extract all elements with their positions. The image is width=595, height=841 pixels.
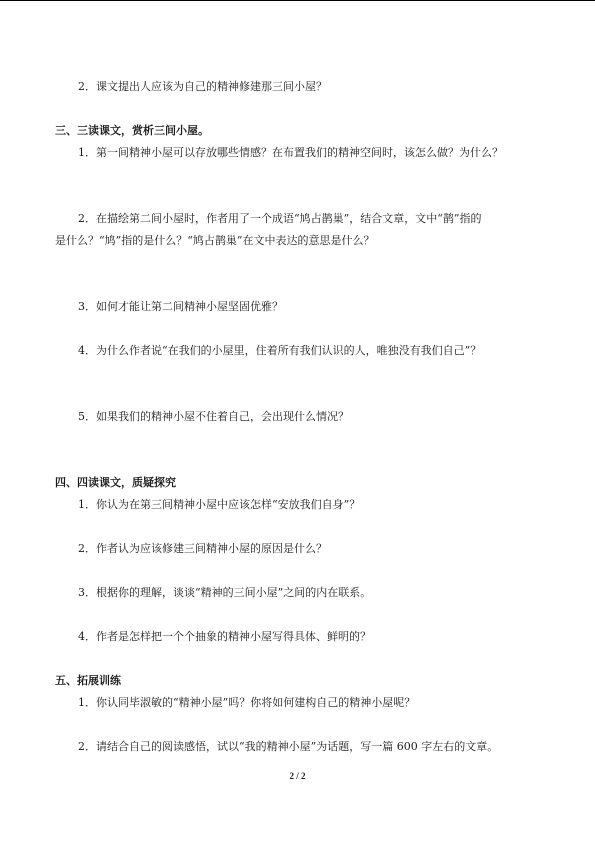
section-4-heading: 四、四读课文，质疑探究 xyxy=(55,476,176,489)
top-rule xyxy=(0,0,595,1)
question-5-2: 2．请结合自己的阅读感悟，试以“我的精神小屋”为话题，写一篇 600 字左右的文章。 xyxy=(78,740,499,753)
section-3-heading: 三、三读课文，赏析三间小屋。 xyxy=(55,124,209,137)
question-3-4: 4．为什么作者说“在我们的小屋里，住着所有我们认识的人，唯独没有我们自己”？ xyxy=(78,344,482,357)
question-3-3: 3．如何才能让第二间精神小屋坚固优雅？ xyxy=(78,300,283,313)
question-3-2-line-1: 2．在描绘第二间小屋时，作者用了一个成语“鸠占鹊巢”，结合文章，文中“鹊”指的 xyxy=(78,212,482,225)
question-2-three-rooms: 2．课文提出人应该为自己的精神修建那三间小屋？ xyxy=(78,80,327,93)
question-4-4: 4．作者是怎样把一个个抽象的精神小屋写得具体、鲜明的？ xyxy=(78,630,371,643)
section-5-heading: 五、拓展训练 xyxy=(55,674,121,687)
question-4-2: 2．作者认为应该修建三间精神小屋的原因是什么？ xyxy=(78,542,327,555)
question-4-1: 1．你认为在第三间精神小屋中应该怎样“安放我们自身”？ xyxy=(78,498,361,511)
question-4-3: 3．根据你的理解，谈谈“精神的三间小屋”之间的内在联系。 xyxy=(78,586,372,599)
question-3-2-line-2: 是什么？“鸠”指的是什么？“鸠占鹊巢”在文中表达的意思是什么？ xyxy=(55,234,375,247)
question-3-1: 1．第一间精神小屋可以存放哪些情感？在布置我们的精神空间时，该怎么做？为什么？ xyxy=(78,146,503,159)
question-3-5: 5．如果我们的精神小屋不住着自己，会出现什么情况？ xyxy=(78,410,349,423)
question-5-1: 1．你认同毕淑敏的“精神小屋”吗？你将如何建构自己的精神小屋呢？ xyxy=(78,696,416,709)
page-number: 2 / 2 xyxy=(289,771,306,781)
